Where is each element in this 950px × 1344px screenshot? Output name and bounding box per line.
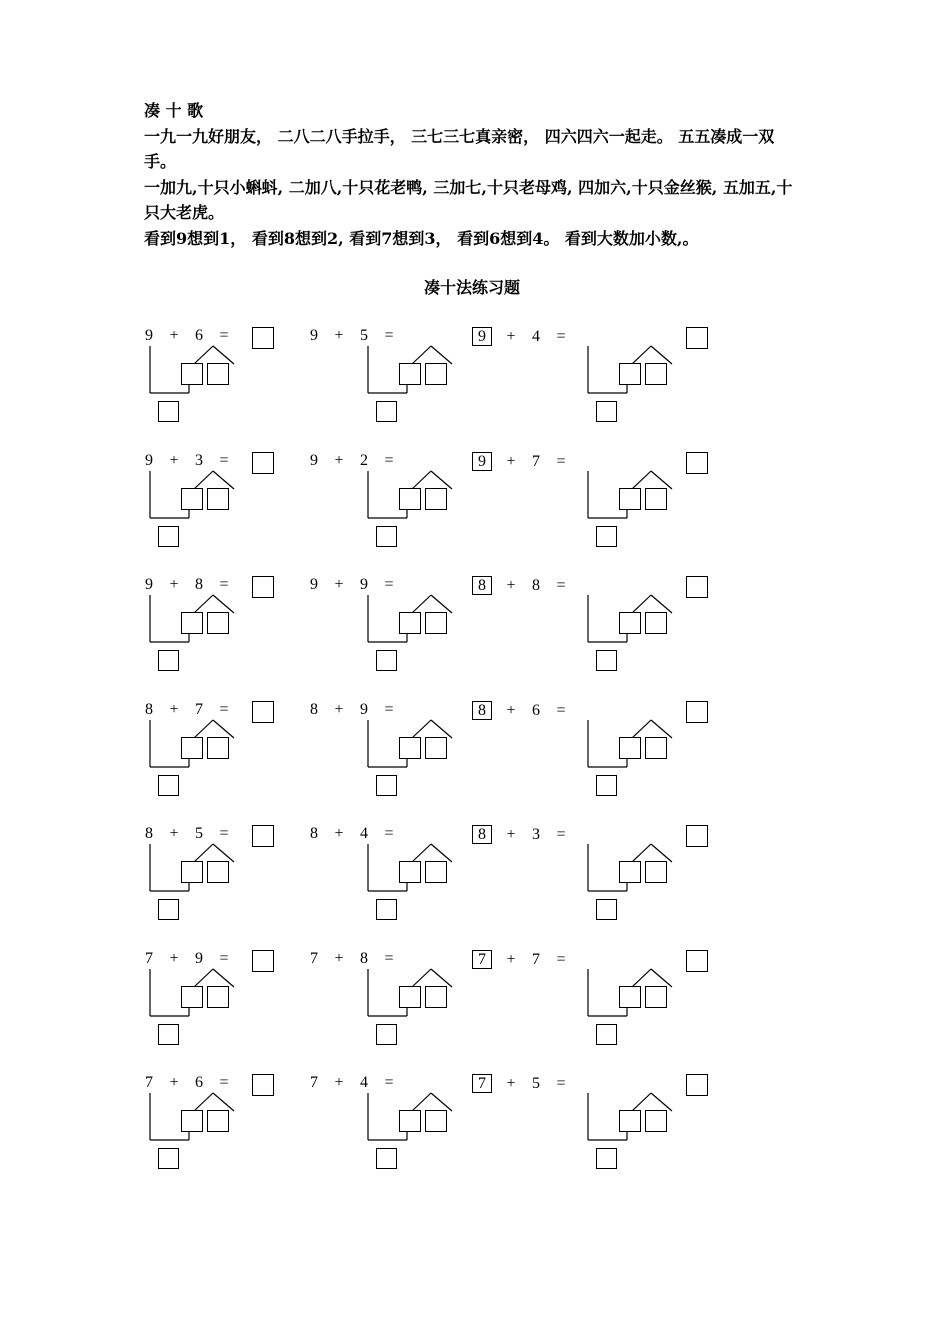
equation xyxy=(472,327,580,346)
equation xyxy=(143,950,243,968)
second-addend: 4 xyxy=(360,825,368,842)
plus-sign: + xyxy=(506,701,516,719)
second-addend: 8 xyxy=(195,576,203,593)
split-box-right[interactable] xyxy=(207,861,229,883)
split-box-right[interactable] xyxy=(645,986,667,1008)
split-box-left[interactable] xyxy=(399,1110,421,1132)
answer-box[interactable] xyxy=(252,576,274,598)
plus-sign: + xyxy=(334,700,344,718)
equation xyxy=(472,950,580,969)
answer-box[interactable] xyxy=(252,950,274,972)
second-addend: 8 xyxy=(532,577,540,594)
split-box-right[interactable] xyxy=(207,986,229,1008)
split-box-right[interactable] xyxy=(425,363,447,385)
equals-sign: = xyxy=(219,327,229,344)
equation xyxy=(143,825,243,843)
answer-box[interactable] xyxy=(686,950,708,972)
second-addend: 9 xyxy=(195,949,203,967)
answer-box[interactable] xyxy=(686,825,708,847)
first-addend: 9 xyxy=(310,576,318,593)
plus-sign: + xyxy=(506,328,516,345)
split-box-right[interactable] xyxy=(425,488,447,510)
first-addend: 9 xyxy=(145,451,153,469)
split-box-left[interactable] xyxy=(181,861,203,883)
first-addend: 7 xyxy=(145,949,153,967)
split-box-right[interactable] xyxy=(645,861,667,883)
second-addend: 5 xyxy=(195,825,203,842)
sum-ten-box[interactable] xyxy=(376,650,397,671)
second-addend: 9 xyxy=(360,576,368,593)
equals-sign: = xyxy=(219,949,229,967)
sum-ten-box[interactable] xyxy=(596,775,617,796)
second-addend: 6 xyxy=(195,1074,203,1091)
answer-box[interactable] xyxy=(252,327,274,349)
split-box-right[interactable] xyxy=(645,488,667,510)
plus-sign: + xyxy=(334,451,344,469)
split-box-right[interactable] xyxy=(207,737,229,759)
first-addend: 8 xyxy=(310,825,318,842)
equation xyxy=(143,1074,243,1092)
plus-sign: + xyxy=(169,327,179,344)
song-line: 手。 xyxy=(144,152,177,171)
split-box-right[interactable] xyxy=(645,612,667,634)
sum-ten-box[interactable] xyxy=(158,650,179,671)
split-box-right[interactable] xyxy=(425,1110,447,1132)
plus-sign: + xyxy=(334,576,344,593)
second-addend: 3 xyxy=(532,826,540,843)
equals-sign: = xyxy=(556,1075,566,1092)
equals-sign: = xyxy=(384,825,394,842)
split-box-left[interactable] xyxy=(181,986,203,1008)
equation xyxy=(308,576,408,594)
split-box-left[interactable] xyxy=(619,1110,641,1132)
split-box-left[interactable] xyxy=(181,488,203,510)
equals-sign: = xyxy=(219,451,229,469)
equals-sign: = xyxy=(556,950,566,968)
plus-sign: + xyxy=(334,825,344,842)
plus-sign: + xyxy=(169,1074,179,1091)
first-addend: 8 xyxy=(472,576,492,595)
first-addend: 7 xyxy=(310,949,318,967)
second-addend: 4 xyxy=(532,328,540,345)
second-addend: 6 xyxy=(195,327,203,344)
plus-sign: + xyxy=(334,327,344,344)
second-addend: 6 xyxy=(532,701,540,719)
first-addend: 7 xyxy=(310,1074,318,1091)
split-box-left[interactable] xyxy=(619,861,641,883)
song-line: 一加九,十只小蝌蚪, 二加八,十只花老鸭, 三加七,十只老母鸡, 四加六,十只金丝猴, 五加五,十 xyxy=(144,178,793,197)
second-addend: 3 xyxy=(195,451,203,469)
equals-sign: = xyxy=(219,576,229,593)
equals-sign: = xyxy=(384,1074,394,1091)
answer-box[interactable] xyxy=(252,452,274,474)
split-box-right[interactable] xyxy=(425,861,447,883)
equation xyxy=(143,576,243,594)
sum-ten-box[interactable] xyxy=(158,1024,179,1045)
sum-ten-box[interactable] xyxy=(596,1024,617,1045)
sum-ten-box[interactable] xyxy=(596,401,617,422)
sum-ten-box[interactable] xyxy=(158,401,179,422)
first-addend: 9 xyxy=(310,327,318,344)
song-line: 一九一九好朋友， 二八二八手拉手， 三七三七真亲密， 四六四六一起走。 五五凑成一双 xyxy=(144,127,775,146)
second-addend: 8 xyxy=(360,949,368,967)
split-box-right[interactable] xyxy=(645,363,667,385)
answer-box[interactable] xyxy=(686,576,708,598)
first-addend: 9 xyxy=(472,452,492,471)
split-box-right[interactable] xyxy=(425,986,447,1008)
song-line: 看到9想到1， 看到8想到2, 看到7想到3， 看到6想到4。 看到大数加小数,。 xyxy=(144,229,699,248)
sum-ten-box[interactable] xyxy=(596,526,617,547)
sum-ten-box[interactable] xyxy=(158,1148,179,1169)
first-addend: 7 xyxy=(145,1074,153,1091)
split-box-right[interactable] xyxy=(207,488,229,510)
exercise-title: 凑十法练习题 xyxy=(424,278,521,297)
equals-sign: = xyxy=(556,328,566,345)
sum-ten-box[interactable] xyxy=(376,1024,397,1045)
equals-sign: = xyxy=(219,1074,229,1091)
sum-ten-box[interactable] xyxy=(158,899,179,920)
first-addend: 9 xyxy=(310,451,318,469)
split-box-left[interactable] xyxy=(399,488,421,510)
equation xyxy=(472,576,580,595)
split-box-right[interactable] xyxy=(645,1110,667,1132)
second-addend: 5 xyxy=(532,1075,540,1092)
plus-sign: + xyxy=(169,700,179,718)
plus-sign: + xyxy=(169,825,179,842)
first-addend: 9 xyxy=(145,327,153,344)
split-box-left[interactable] xyxy=(619,363,641,385)
first-addend: 8 xyxy=(145,825,153,842)
equation xyxy=(472,452,580,471)
split-box-left[interactable] xyxy=(181,737,203,759)
equals-sign: = xyxy=(556,701,566,719)
split-box-right[interactable] xyxy=(425,737,447,759)
song-line: 只大老虎。 xyxy=(144,203,225,222)
first-addend: 9 xyxy=(145,576,153,593)
split-box-left[interactable] xyxy=(399,737,421,759)
sum-ten-box[interactable] xyxy=(376,899,397,920)
first-addend: 9 xyxy=(472,327,492,346)
second-addend: 5 xyxy=(360,327,368,344)
first-addend: 8 xyxy=(310,700,318,718)
plus-sign: + xyxy=(506,950,516,968)
equation xyxy=(472,1074,580,1093)
plus-sign: + xyxy=(334,1074,344,1091)
equals-sign: = xyxy=(384,576,394,593)
split-box-left[interactable] xyxy=(619,612,641,634)
sum-ten-box[interactable] xyxy=(158,526,179,547)
split-box-left[interactable] xyxy=(399,861,421,883)
plus-sign: + xyxy=(169,576,179,593)
sum-ten-box[interactable] xyxy=(596,899,617,920)
plus-sign: + xyxy=(506,1075,516,1092)
first-addend: 7 xyxy=(472,1074,492,1093)
first-addend: 8 xyxy=(472,701,492,720)
split-box-left[interactable] xyxy=(619,737,641,759)
equation xyxy=(308,950,408,968)
equation xyxy=(308,1074,408,1092)
split-box-right[interactable] xyxy=(645,737,667,759)
plus-sign: + xyxy=(506,452,516,470)
equation xyxy=(308,452,408,470)
second-addend: 9 xyxy=(360,700,368,718)
second-addend: 2 xyxy=(360,451,368,469)
answer-box[interactable] xyxy=(686,1074,708,1096)
first-addend: 8 xyxy=(145,700,153,718)
split-box-left[interactable] xyxy=(399,612,421,634)
song-title: 凑 十 歌 xyxy=(144,101,204,120)
equals-sign: = xyxy=(384,700,394,718)
plus-sign: + xyxy=(506,826,516,843)
split-box-left[interactable] xyxy=(181,363,203,385)
sum-ten-box[interactable] xyxy=(376,526,397,547)
equation xyxy=(308,825,408,843)
answer-box[interactable] xyxy=(686,452,708,474)
first-addend: 8 xyxy=(472,825,492,844)
split-box-right[interactable] xyxy=(425,612,447,634)
split-box-right[interactable] xyxy=(207,1110,229,1132)
sum-ten-box[interactable] xyxy=(376,1148,397,1169)
split-box-left[interactable] xyxy=(181,612,203,634)
answer-box[interactable] xyxy=(686,701,708,723)
equals-sign: = xyxy=(384,451,394,469)
plus-sign: + xyxy=(334,949,344,967)
equation xyxy=(143,701,243,719)
second-addend: 7 xyxy=(195,700,203,718)
second-addend: 4 xyxy=(360,1074,368,1091)
equation xyxy=(308,327,408,345)
answer-box[interactable] xyxy=(252,701,274,723)
plus-sign: + xyxy=(169,949,179,967)
equals-sign: = xyxy=(556,452,566,470)
second-addend: 7 xyxy=(532,452,540,470)
answer-box[interactable] xyxy=(252,1074,274,1096)
split-box-right[interactable] xyxy=(207,363,229,385)
equals-sign: = xyxy=(556,577,566,594)
sum-ten-box[interactable] xyxy=(376,775,397,796)
plus-sign: + xyxy=(169,451,179,469)
equation xyxy=(143,327,243,345)
sum-ten-box[interactable] xyxy=(376,401,397,422)
split-box-right[interactable] xyxy=(207,612,229,634)
sum-ten-box[interactable] xyxy=(158,775,179,796)
equation xyxy=(308,701,408,719)
equation xyxy=(472,825,580,844)
equation xyxy=(143,452,243,470)
answer-box[interactable] xyxy=(686,327,708,349)
plus-sign: + xyxy=(506,577,516,594)
split-box-left[interactable] xyxy=(399,363,421,385)
equals-sign: = xyxy=(219,825,229,842)
answer-box[interactable] xyxy=(252,825,274,847)
split-box-left[interactable] xyxy=(399,986,421,1008)
split-box-left[interactable] xyxy=(619,986,641,1008)
sum-ten-box[interactable] xyxy=(596,1148,617,1169)
second-addend: 7 xyxy=(532,950,540,968)
split-box-left[interactable] xyxy=(181,1110,203,1132)
equals-sign: = xyxy=(384,327,394,344)
split-box-left[interactable] xyxy=(619,488,641,510)
first-addend: 7 xyxy=(472,950,492,969)
equals-sign: = xyxy=(556,826,566,843)
equation xyxy=(472,701,580,720)
equals-sign: = xyxy=(384,949,394,967)
sum-ten-box[interactable] xyxy=(596,650,617,671)
equals-sign: = xyxy=(219,700,229,718)
